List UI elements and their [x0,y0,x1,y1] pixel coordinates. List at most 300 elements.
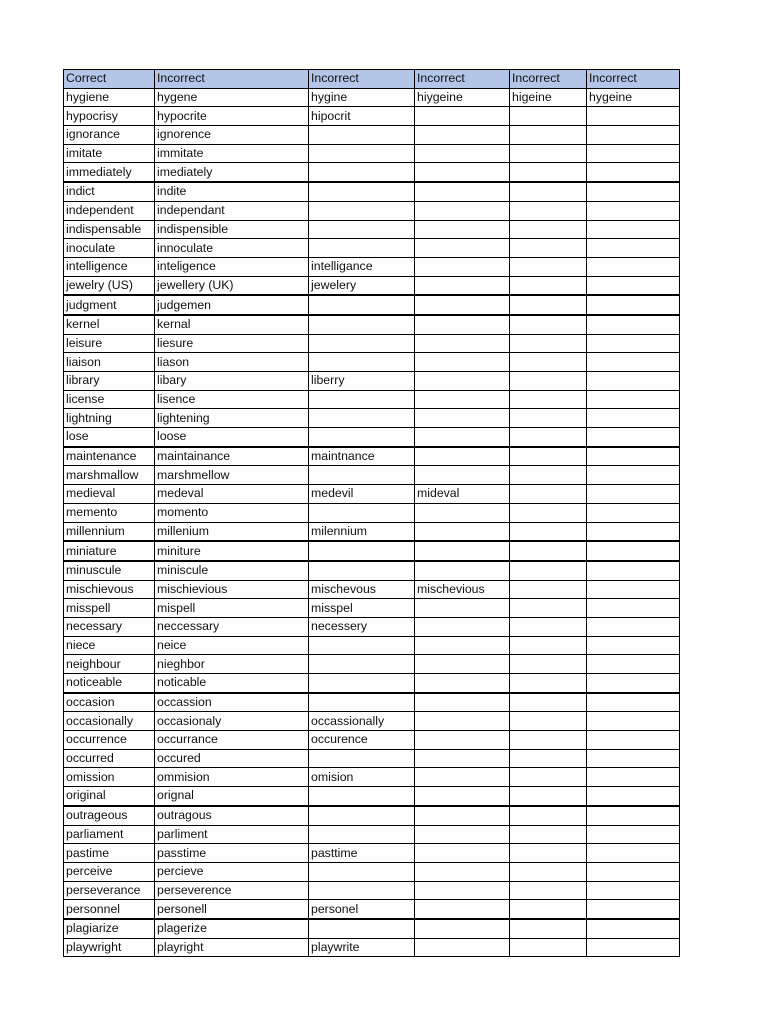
cell-incorrect[interactable] [309,693,415,712]
cell-incorrect[interactable]: parliment [155,825,309,844]
cell-incorrect[interactable] [309,144,415,163]
cell-correct[interactable]: indict [64,182,155,201]
cell-incorrect[interactable] [415,636,510,655]
table-row [64,617,680,636]
cell-incorrect[interactable] [415,372,510,391]
cell-incorrect[interactable] [309,163,415,182]
cell-incorrect[interactable] [510,409,587,428]
cell-incorrect[interactable] [510,731,587,750]
cell-incorrect[interactable] [415,731,510,750]
cell-incorrect[interactable] [309,315,415,334]
cell-incorrect[interactable]: maintnance [309,447,415,466]
cell-incorrect[interactable] [587,466,680,485]
cell-incorrect[interactable] [415,938,510,957]
cell-incorrect[interactable] [587,503,680,522]
cell-incorrect[interactable]: miniture [155,541,309,561]
cell-incorrect[interactable] [587,881,680,900]
cell-incorrect[interactable] [415,655,510,674]
cell-correct[interactable]: immediately [64,163,155,182]
cell-incorrect[interactable]: ommision [155,768,309,787]
cell-correct[interactable]: occurrence [64,731,155,750]
cell-incorrect[interactable] [309,787,415,806]
table-row [64,315,680,334]
cell-incorrect[interactable]: playwrite [309,938,415,957]
cell-incorrect[interactable]: indispensible [155,220,309,239]
cell-incorrect[interactable]: lisence [155,390,309,409]
cell-incorrect[interactable]: jewellery (UK) [155,276,309,295]
cell-correct[interactable]: lose [64,428,155,447]
cell-incorrect[interactable] [587,693,680,712]
cell-incorrect[interactable]: mideval [415,485,510,504]
cell-incorrect[interactable] [309,239,415,258]
cell-incorrect[interactable]: hygeine [587,88,680,107]
cell-incorrect[interactable]: occurence [309,731,415,750]
cell-incorrect[interactable] [587,220,680,239]
cell-correct[interactable]: millennium [64,522,155,541]
table-row [64,239,680,258]
cell-incorrect[interactable] [309,749,415,768]
cell-incorrect[interactable] [587,239,680,258]
cell-correct[interactable]: inoculate [64,239,155,258]
cell-incorrect[interactable] [415,315,510,334]
cell-incorrect[interactable] [415,428,510,447]
cell-incorrect[interactable] [415,409,510,428]
cell-incorrect[interactable] [415,447,510,466]
table-row [64,409,680,428]
cell-incorrect[interactable] [309,806,415,825]
cell-correct[interactable]: playwright [64,938,155,957]
cell-correct[interactable]: personnel [64,900,155,919]
cell-incorrect[interactable] [587,787,680,806]
cell-incorrect[interactable] [587,447,680,466]
cell-correct[interactable]: judgment [64,295,155,315]
cell-incorrect[interactable] [415,844,510,863]
cell-incorrect[interactable] [415,617,510,636]
cell-correct[interactable]: occurred [64,749,155,768]
cell-incorrect[interactable] [510,201,587,220]
cell-incorrect[interactable] [510,825,587,844]
cell-correct[interactable]: parliament [64,825,155,844]
cell-incorrect[interactable]: neccessary [155,617,309,636]
cell-incorrect[interactable] [587,163,680,182]
cell-incorrect[interactable] [309,334,415,353]
cell-incorrect[interactable] [510,522,587,541]
cell-incorrect[interactable] [415,163,510,182]
cell-incorrect[interactable] [510,182,587,201]
cell-incorrect[interactable]: playright [155,938,309,957]
cell-incorrect[interactable] [510,712,587,731]
cell-incorrect[interactable] [415,390,510,409]
cell-incorrect[interactable]: plagerize [155,919,309,938]
cell-incorrect[interactable] [415,693,510,712]
cell-incorrect[interactable] [587,522,680,541]
cell-correct[interactable]: marshmallow [64,466,155,485]
cell-incorrect[interactable]: jewelery [309,276,415,295]
cell-incorrect[interactable] [510,806,587,825]
cell-correct[interactable]: miniature [64,541,155,561]
table-row [64,182,680,201]
cell-correct[interactable]: medieval [64,485,155,504]
cell-correct[interactable]: outrageous [64,806,155,825]
cell-incorrect[interactable] [510,599,587,618]
cell-incorrect[interactable]: milennium [309,522,415,541]
cell-incorrect[interactable] [510,617,587,636]
cell-incorrect[interactable] [510,107,587,126]
column-header-incorrect-5[interactable]: Incorrect [587,70,680,89]
cell-incorrect[interactable] [309,655,415,674]
cell-incorrect[interactable]: hygene [155,88,309,107]
cell-correct[interactable]: library [64,372,155,391]
cell-incorrect[interactable] [587,144,680,163]
cell-incorrect[interactable] [309,353,415,372]
cell-incorrect[interactable]: miniscule [155,561,309,580]
cell-incorrect[interactable]: outragous [155,806,309,825]
cell-incorrect[interactable]: higeine [510,88,587,107]
cell-correct[interactable]: liaison [64,353,155,372]
cell-incorrect[interactable]: hypocrite [155,107,309,126]
cell-incorrect[interactable] [510,844,587,863]
cell-incorrect[interactable]: libary [155,372,309,391]
cell-incorrect[interactable] [587,580,680,599]
cell-incorrect[interactable] [510,636,587,655]
cell-incorrect[interactable] [587,201,680,220]
cell-incorrect[interactable] [510,561,587,580]
cell-incorrect[interactable] [587,353,680,372]
table-row [64,806,680,825]
cell-incorrect[interactable] [587,919,680,938]
cell-correct[interactable]: plagiarize [64,919,155,938]
cell-incorrect[interactable] [415,144,510,163]
cell-incorrect[interactable] [510,372,587,391]
cell-incorrect[interactable] [587,372,680,391]
cell-correct[interactable]: memento [64,503,155,522]
cell-incorrect[interactable]: liason [155,353,309,372]
cell-incorrect[interactable] [587,541,680,561]
cell-incorrect[interactable] [415,201,510,220]
cell-incorrect[interactable] [510,485,587,504]
cell-incorrect[interactable]: passtime [155,844,309,863]
cell-incorrect[interactable]: orignal [155,787,309,806]
cell-incorrect[interactable] [309,881,415,900]
cell-incorrect[interactable] [415,825,510,844]
cell-incorrect[interactable] [587,768,680,787]
cell-correct[interactable]: leisure [64,334,155,353]
cell-incorrect[interactable]: inteligence [155,257,309,276]
cell-incorrect[interactable]: occassion [155,693,309,712]
cell-incorrect[interactable]: loose [155,428,309,447]
cell-correct[interactable]: lightning [64,409,155,428]
cell-incorrect[interactable] [309,390,415,409]
cell-incorrect[interactable]: hygine [309,88,415,107]
cell-incorrect[interactable] [587,107,680,126]
table-row [64,390,680,409]
cell-incorrect[interactable] [510,466,587,485]
cell-incorrect[interactable]: hiygeine [415,88,510,107]
cell-incorrect[interactable] [587,485,680,504]
cell-incorrect[interactable] [510,163,587,182]
cell-incorrect[interactable]: medeval [155,485,309,504]
cell-incorrect[interactable] [309,503,415,522]
cell-incorrect[interactable] [415,806,510,825]
column-header-incorrect-4[interactable]: Incorrect [510,70,587,89]
cell-incorrect[interactable] [510,447,587,466]
cell-incorrect[interactable] [415,276,510,295]
cell-incorrect[interactable] [510,276,587,295]
cell-incorrect[interactable]: maintainance [155,447,309,466]
cell-incorrect[interactable] [415,503,510,522]
cell-incorrect[interactable] [415,522,510,541]
column-header-incorrect-1[interactable]: Incorrect [155,70,309,89]
cell-incorrect[interactable] [309,919,415,938]
cell-incorrect[interactable]: indite [155,182,309,201]
cell-correct[interactable]: jewelry (US) [64,276,155,295]
cell-incorrect[interactable] [415,220,510,239]
table-row [64,276,680,295]
cell-incorrect[interactable]: mischevous [309,580,415,599]
table-row [64,295,680,315]
cell-incorrect[interactable] [510,390,587,409]
cell-incorrect[interactable]: occured [155,749,309,768]
cell-incorrect[interactable] [510,862,587,881]
cell-incorrect[interactable]: immitate [155,144,309,163]
cell-incorrect[interactable] [510,353,587,372]
cell-incorrect[interactable]: occurrance [155,731,309,750]
cell-incorrect[interactable] [510,541,587,561]
table-row [64,862,680,881]
cell-incorrect[interactable] [309,466,415,485]
cell-incorrect[interactable]: mischevious [415,580,510,599]
cell-incorrect[interactable] [415,239,510,258]
cell-correct[interactable]: perceive [64,862,155,881]
cell-incorrect[interactable] [415,126,510,145]
table-row [64,768,680,787]
cell-incorrect[interactable] [510,655,587,674]
cell-incorrect[interactable]: misspel [309,599,415,618]
table-row [64,220,680,239]
cell-incorrect[interactable] [510,881,587,900]
cell-correct[interactable]: license [64,390,155,409]
cell-incorrect[interactable] [587,390,680,409]
cell-incorrect[interactable] [415,881,510,900]
cell-incorrect[interactable] [415,353,510,372]
cell-incorrect[interactable]: neice [155,636,309,655]
cell-incorrect[interactable]: mischievious [155,580,309,599]
cell-incorrect[interactable]: occassionally [309,712,415,731]
cell-correct[interactable]: original [64,787,155,806]
cell-incorrect[interactable] [510,334,587,353]
cell-incorrect[interactable]: personel [309,900,415,919]
cell-incorrect[interactable] [587,561,680,580]
table-row [64,428,680,447]
cell-correct[interactable]: misspell [64,599,155,618]
cell-incorrect[interactable] [415,257,510,276]
cell-correct[interactable]: independent [64,201,155,220]
table-row [64,599,680,618]
cell-incorrect[interactable] [510,749,587,768]
cell-incorrect[interactable] [415,295,510,315]
cell-incorrect[interactable]: occasionaly [155,712,309,731]
cell-incorrect[interactable] [587,731,680,750]
cell-incorrect[interactable]: imediately [155,163,309,182]
cell-incorrect[interactable] [587,182,680,201]
cell-correct[interactable]: mischievous [64,580,155,599]
cell-correct[interactable]: noticeable [64,674,155,693]
cell-incorrect[interactable] [415,712,510,731]
cell-incorrect[interactable] [510,428,587,447]
cell-incorrect[interactable] [587,409,680,428]
cell-correct[interactable]: minuscule [64,561,155,580]
cell-incorrect[interactable] [510,315,587,334]
cell-incorrect[interactable] [510,693,587,712]
cell-incorrect[interactable]: liesure [155,334,309,353]
cell-incorrect[interactable] [309,541,415,561]
cell-incorrect[interactable] [309,636,415,655]
cell-incorrect[interactable] [510,239,587,258]
cell-incorrect[interactable] [415,334,510,353]
cell-correct[interactable]: omission [64,768,155,787]
cell-incorrect[interactable] [309,825,415,844]
cell-incorrect[interactable] [309,201,415,220]
cell-incorrect[interactable] [415,900,510,919]
cell-correct[interactable]: pastime [64,844,155,863]
cell-incorrect[interactable] [309,674,415,693]
table-row [64,881,680,900]
cell-incorrect[interactable] [587,636,680,655]
cell-incorrect[interactable]: omision [309,768,415,787]
cell-incorrect[interactable] [415,862,510,881]
cell-incorrect[interactable] [415,749,510,768]
cell-incorrect[interactable] [415,787,510,806]
cell-incorrect[interactable] [510,503,587,522]
cell-incorrect[interactable] [587,257,680,276]
cell-correct[interactable]: imitate [64,144,155,163]
cell-incorrect[interactable]: pasttime [309,844,415,863]
cell-incorrect[interactable] [587,276,680,295]
cell-incorrect[interactable]: intelligance [309,257,415,276]
cell-incorrect[interactable] [510,938,587,957]
cell-incorrect[interactable]: mispell [155,599,309,618]
cell-incorrect[interactable] [415,599,510,618]
cell-correct[interactable]: occasion [64,693,155,712]
cell-incorrect[interactable] [587,862,680,881]
cell-incorrect[interactable] [587,295,680,315]
cell-incorrect[interactable]: momento [155,503,309,522]
cell-incorrect[interactable]: noticable [155,674,309,693]
cell-incorrect[interactable]: kernal [155,315,309,334]
cell-incorrect[interactable] [587,938,680,957]
cell-incorrect[interactable] [587,674,680,693]
cell-incorrect[interactable]: necessery [309,617,415,636]
cell-incorrect[interactable] [587,617,680,636]
cell-incorrect[interactable] [587,599,680,618]
table-row [64,825,680,844]
column-header-correct[interactable]: Correct [64,70,155,89]
cell-correct[interactable]: niece [64,636,155,655]
cell-incorrect[interactable] [587,806,680,825]
column-header-incorrect-3[interactable]: Incorrect [415,70,510,89]
cell-incorrect[interactable] [415,561,510,580]
cell-incorrect[interactable] [415,674,510,693]
cell-incorrect[interactable] [587,334,680,353]
cell-incorrect[interactable]: nieghbor [155,655,309,674]
cell-incorrect[interactable] [510,580,587,599]
cell-correct[interactable]: ignorance [64,126,155,145]
cell-incorrect[interactable]: percieve [155,862,309,881]
cell-incorrect[interactable] [510,919,587,938]
cell-correct[interactable]: maintenance [64,447,155,466]
cell-incorrect[interactable] [309,295,415,315]
cell-incorrect[interactable] [587,712,680,731]
cell-correct[interactable]: intelligence [64,257,155,276]
cell-incorrect[interactable] [510,787,587,806]
cell-incorrect[interactable] [309,126,415,145]
column-header-incorrect-2[interactable]: Incorrect [309,70,415,89]
cell-incorrect[interactable]: independant [155,201,309,220]
cell-incorrect[interactable] [309,862,415,881]
cell-incorrect[interactable] [415,107,510,126]
cell-incorrect[interactable] [415,466,510,485]
cell-incorrect[interactable]: ignorence [155,126,309,145]
cell-incorrect[interactable]: millenium [155,522,309,541]
cell-incorrect[interactable]: medevil [309,485,415,504]
cell-incorrect[interactable]: perseverence [155,881,309,900]
cell-incorrect[interactable] [309,561,415,580]
cell-incorrect[interactable] [415,541,510,561]
cell-incorrect[interactable] [510,220,587,239]
cell-incorrect[interactable] [510,768,587,787]
cell-correct[interactable]: kernel [64,315,155,334]
cell-incorrect[interactable] [587,844,680,863]
cell-correct[interactable]: neighbour [64,655,155,674]
cell-correct[interactable]: occasionally [64,712,155,731]
cell-incorrect[interactable]: marshmellow [155,466,309,485]
cell-incorrect[interactable]: judgemen [155,295,309,315]
cell-incorrect[interactable] [309,409,415,428]
cell-correct[interactable]: necessary [64,617,155,636]
cell-incorrect[interactable] [510,144,587,163]
cell-incorrect[interactable] [510,126,587,145]
cell-incorrect[interactable] [587,315,680,334]
cell-correct[interactable]: hygiene [64,88,155,107]
cell-correct[interactable]: hypocrisy [64,107,155,126]
cell-incorrect[interactable] [587,655,680,674]
cell-incorrect[interactable] [309,428,415,447]
cell-incorrect[interactable]: hipocrit [309,107,415,126]
cell-incorrect[interactable] [587,900,680,919]
cell-incorrect[interactable] [415,919,510,938]
cell-incorrect[interactable] [587,825,680,844]
cell-incorrect[interactable] [415,182,510,201]
cell-incorrect[interactable]: liberry [309,372,415,391]
cell-incorrect[interactable] [510,900,587,919]
table-row [64,88,680,107]
cell-correct[interactable]: perseverance [64,881,155,900]
cell-incorrect[interactable] [587,749,680,768]
cell-incorrect[interactable] [587,126,680,145]
cell-incorrect[interactable]: innoculate [155,239,309,258]
cell-incorrect[interactable]: lightening [155,409,309,428]
cell-incorrect[interactable] [415,768,510,787]
table-body [64,88,680,957]
cell-incorrect[interactable] [510,295,587,315]
cell-incorrect[interactable] [510,257,587,276]
cell-incorrect[interactable] [309,220,415,239]
cell-incorrect[interactable] [510,674,587,693]
cell-incorrect[interactable]: personell [155,900,309,919]
cell-incorrect[interactable] [309,182,415,201]
cell-correct[interactable]: indispensable [64,220,155,239]
cell-incorrect[interactable] [587,428,680,447]
